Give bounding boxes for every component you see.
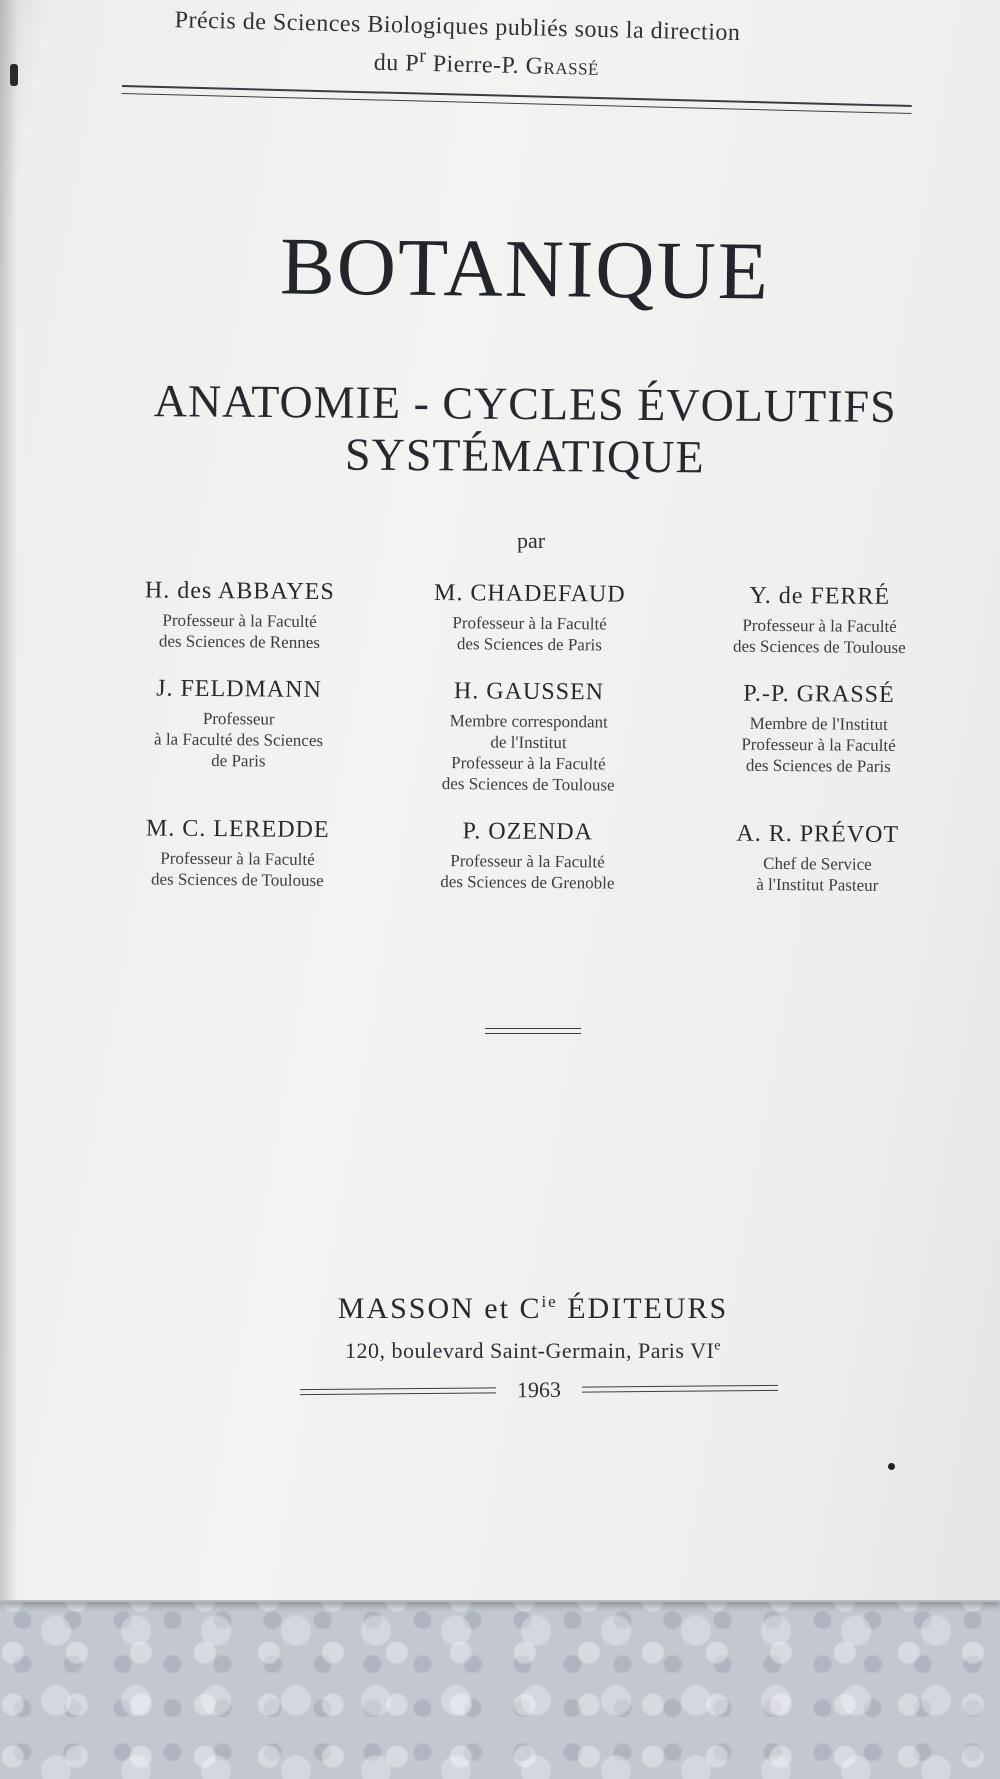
publisher-address [0, 1338, 1000, 1364]
series-line-2-sup: r [419, 44, 427, 67]
author-affiliation: Professeur à la Faculté des Sciences de Toulouse [732, 615, 906, 658]
series-line-1: Précis de Sciences Biologiques publiés sous la direction [174, 7, 741, 47]
binding-mark [10, 64, 18, 86]
author-entry [672, 818, 963, 897]
by-label: par [516, 528, 546, 553]
author-entry [93, 673, 384, 794]
author-entry [92, 813, 383, 892]
middle-double-rule [485, 1028, 581, 1034]
author-affiliation: Professeur à la Faculté des Sciences de Toulouse [150, 848, 324, 891]
publication-year: 1963 [516, 1376, 562, 1403]
series-director-surname: Grassé [525, 53, 600, 81]
publisher-address-sup: e [714, 1338, 722, 1354]
author-affiliation: Membre de l'Institut Professeur à la Faculté des Sciences de Paris [741, 713, 896, 776]
series-director-name: Pierre-P. [425, 50, 527, 80]
author-name: P. OZENDA [462, 818, 594, 846]
author-entry [382, 816, 673, 895]
author-affiliation: Chef de Service à l'Institut Pasteur [756, 853, 879, 895]
author-entry [674, 580, 965, 659]
subtitle-line-2: SYSTÉMATIQUE [344, 428, 705, 483]
year-rule-left [300, 1387, 496, 1395]
author-affiliation: Membre correspondant de l'Institut Professeur à la Faculté des Sciences de Toulouse [441, 711, 615, 795]
book-title: BOTANIQUE [279, 220, 771, 317]
author-name: P.-P. GRASSÉ [743, 680, 895, 708]
author-name: J. FELDMANN [156, 675, 322, 703]
author-name: M. C. LEREDDE [145, 815, 330, 844]
tablecloth-background [0, 1585, 1000, 1779]
author-entry [383, 676, 674, 797]
year-rule-right [582, 1385, 778, 1393]
author-affiliation: Professeur à la Faculté des Sciences de Paris [153, 708, 324, 771]
ink-speck [888, 1463, 895, 1470]
author-entry [673, 678, 964, 799]
author-entry [384, 578, 675, 657]
author-entry [94, 575, 385, 654]
author-name: A. R. PRÉVOT [736, 820, 900, 849]
publisher-address-text: 120, boulevard Saint-Germain, Paris VI [344, 1338, 715, 1363]
author-name: H. GAUSSEN [453, 678, 605, 706]
publisher-name-sup: ie [541, 1292, 558, 1311]
authors-grid [92, 575, 965, 919]
series-line-2-prefix: du P [373, 49, 420, 77]
book-subtitle [0, 374, 1000, 486]
author-name: Y. de FERRÉ [749, 582, 891, 610]
author-name: M. CHADEFAUD [433, 579, 626, 608]
author-affiliation: Professeur à la Faculté des Sciences de Grenoble [440, 851, 615, 893]
publisher-name-prefix: MASSON et C [337, 1292, 542, 1325]
publisher-name [0, 1292, 1000, 1326]
author-affiliation: Professeur à la Faculté des Sciences de Paris [452, 613, 607, 655]
author-affiliation: Professeur à la Faculté des Sciences de Rennes [158, 610, 320, 652]
top-double-rule [122, 85, 912, 114]
publisher-name-suffix: ÉDITEURS [557, 1292, 729, 1325]
author-name: H. des ABBAYES [144, 577, 335, 606]
series-heading [118, 4, 879, 89]
year-row [300, 1373, 778, 1407]
subtitle-line-1: ANATOMIE - CYCLES ÉVOLUTIFS [153, 375, 897, 432]
